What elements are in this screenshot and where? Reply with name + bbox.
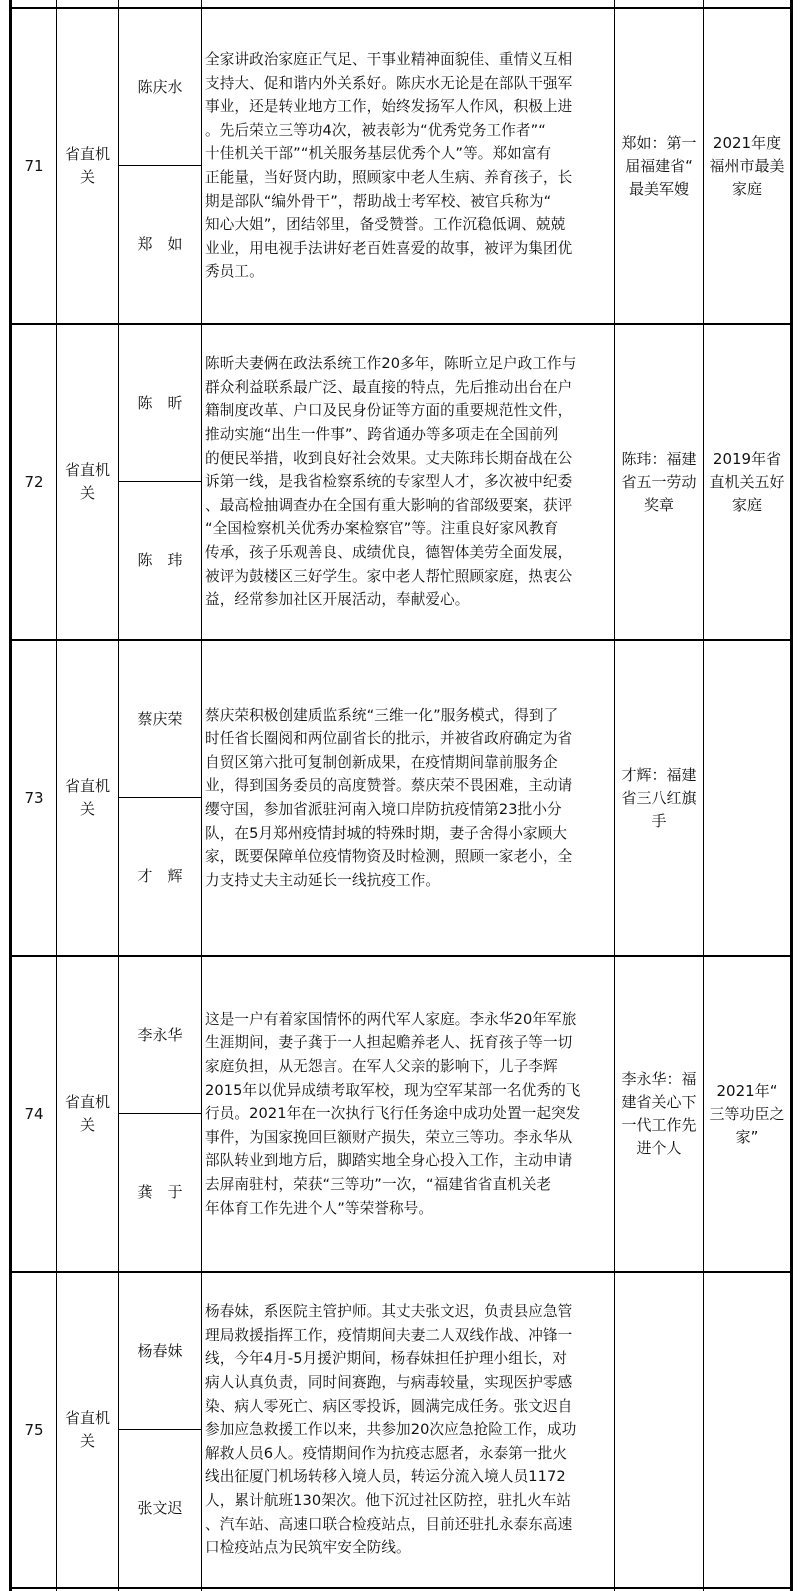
- row-index: 75: [24, 1420, 44, 1439]
- description-line: 杨春妹，系医院主管护师。其丈夫张文迟，负责县应急管: [205, 1303, 573, 1321]
- description-line: 陈昕夫妻俩在政法系统工作20多年，陈昕立足户政工作与: [205, 355, 577, 373]
- description-line: 诉第一线，是我省检察系统的专家型人才，多次被中纪委: [205, 473, 573, 491]
- member-name-secondary: 郑 如: [137, 235, 183, 253]
- unit-line: 关: [79, 1116, 95, 1134]
- description-line: 事件，为国家挽回巨额财产损失，荣立三等功。李永华从: [205, 1128, 573, 1146]
- member-name-secondary: 张文迟: [137, 1499, 183, 1517]
- unit-cell: [57, 957, 118, 1271]
- personal-honor: [615, 325, 703, 639]
- description-line: 生涯期间，妻子龚于一人担起赡养老人、抚育孩子等一切: [205, 1034, 573, 1052]
- family-description: [205, 641, 614, 955]
- description-line: 籍制度改革、户口及民身份证等方面的重要规范性文件，: [205, 402, 573, 420]
- description-line: 队，在5月郑州疫情封城的特殊时期，妻子舍得小家顾大: [205, 824, 568, 842]
- description-line: 事业，还是转业地方工作，始终发扬军人作风，积极上进: [205, 98, 573, 116]
- row-divider: [10, 1587, 793, 1589]
- row-index: 73: [24, 788, 44, 807]
- row-index: 72: [24, 472, 44, 491]
- description-line: 去屏南驻村，荣获“三等功”一次，“福建省省直机关老: [205, 1175, 552, 1193]
- description-line: 、汽车站、高速口联合检疫站点，目前还驻扎永泰东高速: [205, 1515, 573, 1533]
- description-line: 十佳机关干部”“机关服务基层优秀个人”等。郑如富有: [205, 145, 552, 163]
- member-name-primary: 李永华: [137, 1026, 183, 1044]
- description-line: 部队转业到地方后，脚踏实地全身心投入工作，主动申请: [205, 1152, 573, 1170]
- description-line: 蔡庆荣积极创建质监系统“三维一化”服务模式，得到了: [205, 706, 559, 724]
- row-index: 71: [24, 156, 44, 175]
- member-name-primary: 陈庆水: [137, 78, 183, 96]
- description-line: 力支持丈夫主动延长一线抗疫工作。: [205, 871, 441, 889]
- family-description: [205, 9, 614, 323]
- description-line: 2015年以优异成绩考取军校，现为空军某部一名优秀的飞: [205, 1081, 581, 1099]
- honor-line: 才辉：福建: [621, 765, 697, 784]
- family-description: [205, 1273, 614, 1587]
- personal-honor: [615, 957, 703, 1271]
- description-line: 病人认真负责，同时间赛跑，与病毒较量，实现医护零感: [205, 1374, 573, 1392]
- award-line: 2021年度: [712, 133, 782, 152]
- member-name-secondary: 陈 玮: [137, 551, 183, 569]
- honor-line: 手: [651, 811, 667, 830]
- member-name-secondary: 龚 于: [137, 1183, 183, 1201]
- description-line: 人，累计航班130架次。他下沉过社区防控，驻扎火车站: [205, 1491, 572, 1509]
- description-line: 参加应急救援工作以来，共参加20次应急抢险工作，成功: [205, 1421, 577, 1439]
- honor-line: 进个人: [636, 1139, 682, 1157]
- honor-line: 郑如：第一: [621, 133, 697, 152]
- description-line: 家，既要保障单位疫情物资及时检测，照顾一家老小，全: [205, 848, 573, 866]
- family-award: [704, 1273, 790, 1587]
- award-line: 福州市最美: [709, 156, 785, 175]
- honor-line: 省三八红旗: [621, 788, 697, 807]
- unit-line: 省直机: [64, 461, 110, 479]
- description-line: 知心大姐”，团结邻里，备受赞誉。工作沉稳低调、兢兢: [205, 216, 566, 234]
- honor-line: 奖章: [643, 495, 674, 514]
- personal-honor: [615, 1273, 703, 1587]
- unit-line: 省直机: [64, 777, 110, 795]
- description-line: 自贸区第六批可复制创新成果，在疫情期间靠前服务企: [205, 753, 558, 771]
- description-line: 年体育工作先进个人”等荣誉称号。: [205, 1199, 434, 1217]
- award-line: 家”: [735, 1127, 759, 1146]
- award-line: 直机关五好: [709, 472, 785, 491]
- description-line: 家庭负担，从无怨言。在军人父亲的影响下，儿子李辉: [205, 1058, 558, 1076]
- personal-honor: [615, 641, 703, 955]
- unit-line: 省直机: [64, 1093, 110, 1111]
- honor-line: 最美军嫂: [628, 179, 689, 198]
- member-name-primary: 杨春妹: [137, 1342, 183, 1360]
- honor-line: 建省关心下: [621, 1093, 697, 1111]
- description-line: 益，经常参加社区开展活动，奉献爱心。: [205, 591, 470, 609]
- description-line: 传承，孩子乐观善良、成绩优良，德智体美劳全面发展，: [205, 543, 573, 561]
- description-line: 期是部队“编外骨干”，帮助战士考军校、被官兵称为“: [205, 192, 552, 210]
- award-line: 三等功臣之: [709, 1104, 785, 1123]
- award-line: 2019年省: [712, 449, 782, 468]
- member-name-primary: 陈 昕: [137, 394, 183, 412]
- honor-line: 李永华：福: [621, 1070, 697, 1088]
- description-line: 线出征厦门机场转移入境人员，转运分流入境人员1172: [205, 1468, 566, 1486]
- unit-cell: [57, 9, 118, 323]
- description-line: 的便民举措，收到良好社会效果。丈夫陈玮长期奋战在公: [205, 449, 573, 467]
- family-description: [205, 325, 614, 639]
- description-line: 秀员工。: [205, 263, 264, 281]
- description-line: 被评为鼓楼区三好学生。家中老人帮忙照顾家庭，热衷公: [205, 567, 573, 585]
- award-line: 2021年“: [716, 1081, 778, 1100]
- description-line: 正能量，当好贤内助，照顾家中老人生病、养育孩子，长: [205, 169, 573, 186]
- family-award: [704, 957, 790, 1271]
- unit-line: 省直机: [64, 1409, 110, 1427]
- description-line: 业业，用电视手法讲好老百姓喜爱的故事，被评为集团优: [205, 239, 573, 257]
- family-award: [704, 641, 790, 955]
- description-line: 缨守国，参加省派驻河南入境口岸防抗疫情第23批小分: [205, 801, 562, 818]
- unit-line: 关: [79, 1432, 95, 1450]
- description-line: 解救人员6人。疫情期间作为抗疫志愿者，永泰第一批火: [205, 1444, 568, 1462]
- honor-line: 届福建省“: [625, 156, 693, 175]
- description-line: 全家讲政治家庭正气足、干事业精神面貌佳、重情义互相: [205, 51, 573, 69]
- family-description: [205, 957, 614, 1271]
- description-line: 群众利益联系最广泛、最直接的特点，先后推动出台在户: [205, 378, 573, 396]
- honor-line: 省五一劳动: [621, 472, 697, 491]
- unit-cell: [57, 1273, 118, 1587]
- description-line: 。先后荣立三等功4次，被表彰为“优秀党务工作者”“: [205, 121, 546, 139]
- description-line: 理局救援指挥工作，疫情期间夫妻二人双线作战、冲锋一: [205, 1326, 573, 1344]
- description-line: 、最高检抽调查办在全国有重大影响的省部级要案，获评: [205, 496, 573, 514]
- family-award: [704, 325, 790, 639]
- unit-line: 省直机: [64, 145, 110, 163]
- unit-cell: [57, 641, 118, 955]
- unit-line: 关: [79, 800, 95, 818]
- description-line: 推动实施“出生一件事”、跨省通办等多项走在全国前列: [205, 426, 559, 444]
- member-name-primary: 蔡庆荣: [137, 710, 183, 728]
- family-award: [704, 9, 790, 323]
- honor-line: 一代工作先: [621, 1116, 697, 1134]
- row-index: 74: [24, 1104, 44, 1123]
- member-name-secondary: 才 辉: [137, 867, 183, 885]
- honor-line: 陈玮：福建: [621, 449, 697, 468]
- description-line: 口检疫站点为民筑牢安全防线。: [205, 1539, 411, 1557]
- award-line: 家庭: [731, 179, 762, 198]
- description-line: 线，今年4月-5月援沪期间，杨春妹担任护理小组长，对: [205, 1350, 568, 1368]
- description-line: 行员。2021年在一次执行飞行任务途中成功处置一起突发: [205, 1105, 581, 1123]
- description-line: 业，得到国务委员的高度赞誉。蔡庆荣不畏困难，主动请: [205, 777, 573, 795]
- unit-line: 关: [79, 168, 95, 186]
- table-border-right: [790, 0, 793, 1591]
- description-line: “全国检察机关优秀办案检察官”等。注重良好家风教育: [205, 520, 559, 538]
- description-line: 时任省长圈阅和两位副省长的批示，并被省政府确定为省: [205, 730, 573, 748]
- unit-cell: [57, 325, 118, 639]
- description-line: 这是一户有着家国情怀的两代军人家庭。李永华20年军旅: [205, 1010, 577, 1028]
- unit-line: 关: [79, 484, 95, 502]
- description-line: 支持大、促和谐内外关系好。陈庆水无论是在部队干强军: [205, 74, 573, 92]
- personal-honor: [615, 9, 703, 323]
- description-line: 染、病人零死亡、病区零投诉，圆满完成任务。张文迟自: [205, 1397, 573, 1415]
- column-divider: [201, 0, 202, 1591]
- award-line: 家庭: [731, 495, 762, 514]
